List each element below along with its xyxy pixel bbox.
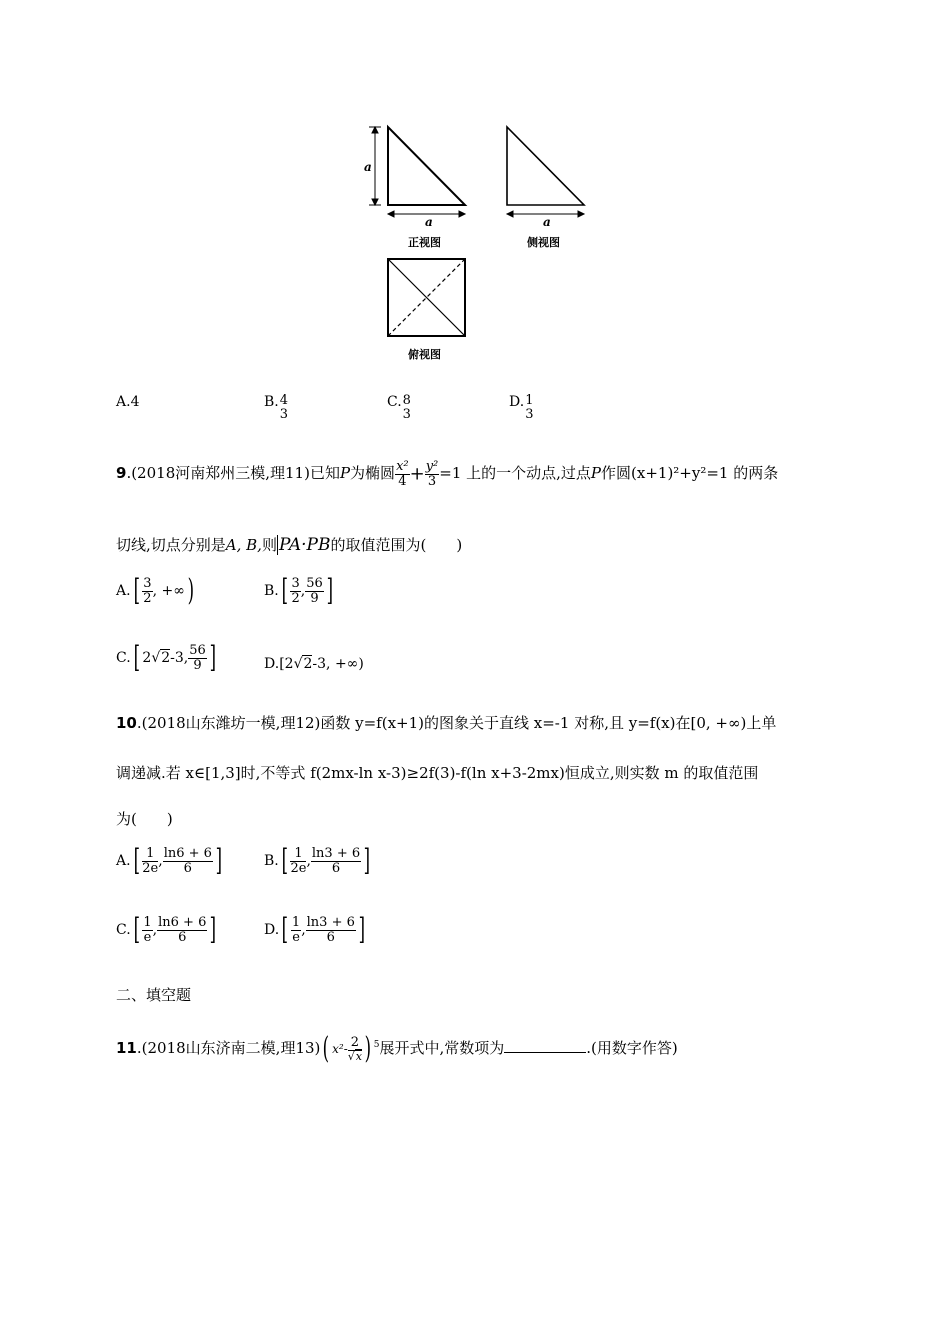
q11-line: 11.(2018山东济南二模,理13)( x²- $\frac{2}{√x}$ ) $^5$展开式中,常数项为 .(用数字作答) <box>116 1031 678 1066</box>
front-view-label: 正视图 <box>408 236 441 249</box>
q10-option-b[interactable]: B.[ $\frac{1}{2e}$ , $\frac{\ln 3 + 6}{6}$ ] <box>264 843 371 878</box>
q9-line1: 9.(2018河南郑州三模,理11)已知P为椭圆 $\frac{\text{x²}}{4}$ + $\frac{\text{y²}}{3}$ =1 上的一个动点,过点P作圆(x+1)²+y²=1 的两条 <box>116 459 779 489</box>
q9-option-d[interactable]: D.[2√2-3, +∞) <box>264 656 364 672</box>
side-view-label: 侧视图 <box>527 236 560 249</box>
dim-a-front: a <box>425 215 433 229</box>
dim-a-side: a <box>543 215 551 229</box>
dim-a-vertical: a <box>364 160 372 174</box>
ellipse-x-term: $\frac{\text{x²}}{4}$ <box>396 459 409 489</box>
q8-option-a[interactable]: A.4 <box>116 394 140 410</box>
q8-option-c[interactable]: C. 8 3 <box>387 393 411 422</box>
vector-dot-product: PA·PB <box>278 535 331 555</box>
q8-option-b[interactable]: B. 4 3 <box>264 393 289 422</box>
q10-option-a[interactable]: A.[ $\frac{1}{2e}$ , $\frac{\ln 6 + 6}{6}$ ] <box>116 843 223 878</box>
q9-option-a[interactable]: A.[ $\frac{3}{2}$ , +∞) <box>116 573 194 608</box>
section-heading-fill-in: 二、填空题 <box>116 986 192 1004</box>
q8-option-d[interactable]: D. 1 3 <box>509 393 534 422</box>
q10-line2: 调递减.若 x∈[1,3]时,不等式 f(2mx-ln x-3)≥2f(3)-f(ln x+3-2mx)恒成立,则实数 m 的取值范围 <box>116 764 759 782</box>
q9-option-b[interactable]: B.[ $\frac{3}{2}$ , $\frac{56}{9}$ ] <box>264 573 333 608</box>
q9-line2: 切线,切点分别是A, B,则 PA·PB的取值范围为( ) <box>116 535 463 555</box>
side-view-triangle <box>507 127 584 205</box>
top-view-label: 俯视图 <box>408 348 441 361</box>
front-view-triangle <box>388 127 465 205</box>
q10-line3: 为( ) <box>116 810 173 828</box>
q9-option-c[interactable]: C.[ 2√2-3, $\frac{56}{9}$ ] <box>116 640 216 675</box>
q10-option-c[interactable]: C.[ $\frac{1}{e}$ , $\frac{\ln 6 + 6}{6}$ ] <box>116 912 217 947</box>
three-view-figure <box>355 118 605 368</box>
ellipse-y-term: $\frac{\text{y²}}{3}$ <box>425 459 439 489</box>
q10-line1: 10.(2018山东潍坊一模,理12)函数 y=f(x+1)的图象关于直线 x=-1 对称,且 y=f(x)在[0, +∞)上单 <box>116 714 777 732</box>
answer-blank[interactable] <box>504 1038 586 1053</box>
q10-option-d[interactable]: D.[ $\frac{1}{e}$ , $\frac{\ln 3 + 6}{6}$ ] <box>264 912 365 947</box>
